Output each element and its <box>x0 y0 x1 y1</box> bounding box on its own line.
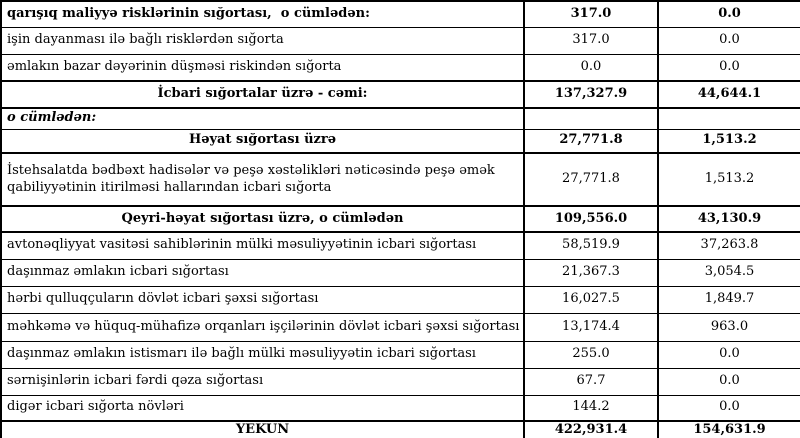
table-row-property-exploitation <box>1 341 800 368</box>
table-row-other-compulsory <box>1 395 800 421</box>
value-cell: 0.0 <box>658 27 800 54</box>
value-cell: 16,027.5 <box>524 286 658 313</box>
row-label: digər icbari sığorta növləri <box>1 395 524 421</box>
row-label: İcbari sığortalar üzrə - cəmi: <box>1 81 524 108</box>
row-label: sərnişinlərin icbari fərdi qəza sığortası <box>1 368 524 395</box>
row-label: Qeyri-həyat sığortası üzrə, o cümlədən <box>1 206 524 232</box>
table-row-life-insurance <box>1 129 800 153</box>
table-row-non-life-insurance <box>1 206 800 232</box>
row-label: o cümlədən: <box>1 108 524 129</box>
value-cell: 144.2 <box>524 395 658 421</box>
value-cell: 137,327.9 <box>524 81 658 108</box>
value-cell: 37,263.8 <box>658 232 800 259</box>
table-row-passenger-accident <box>1 368 800 395</box>
table-row-grand-total <box>1 421 800 438</box>
value-cell: 0.0 <box>658 54 800 81</box>
value-cell: 13,174.4 <box>524 313 658 341</box>
row-label: avtonəqliyyat vasitəsi sahiblərinin mülki məsuliyyətinin icbari sığortası <box>1 232 524 259</box>
row-label: məhkəmə və hüquq-mühafizə orqanları işçilərinin dövlət icbari şəxsi sığortası <box>1 313 524 341</box>
value-cell: 1,513.2 <box>658 153 800 206</box>
table-row-immovable-property <box>1 259 800 286</box>
value-cell: 58,519.9 <box>524 232 658 259</box>
row-label: daşınmaz əmlakın icbari sığortası <box>1 259 524 286</box>
table-row-including <box>1 108 800 129</box>
row-label: YEKUN <box>1 421 524 438</box>
table-row-property-market-value <box>1 54 800 81</box>
table-row-motor-tpl <box>1 232 800 259</box>
value-cell <box>524 108 658 129</box>
value-cell: 27,771.8 <box>524 129 658 153</box>
value-cell: 1,849.7 <box>658 286 800 313</box>
row-label: işin dayanması ilə bağlı risklərdən sığorta <box>1 27 524 54</box>
value-cell: 0.0 <box>658 1 800 27</box>
value-cell: 317.0 <box>524 1 658 27</box>
value-cell: 3,054.5 <box>658 259 800 286</box>
value-cell: 422,931.4 <box>524 421 658 438</box>
value-cell: 0.0 <box>658 395 800 421</box>
value-cell: 21,367.3 <box>524 259 658 286</box>
value-cell: 109,556.0 <box>524 206 658 232</box>
value-cell: 317.0 <box>524 27 658 54</box>
value-cell: 67.7 <box>524 368 658 395</box>
value-cell: 963.0 <box>658 313 800 341</box>
row-label: qarışıq maliyyə risklərinin sığortası, o cümlədən: <box>1 1 524 27</box>
table-row-business-interruption <box>1 27 800 54</box>
row-label: hərbi qulluqçuların dövlət icbari şəxsi sığortası <box>1 286 524 313</box>
row-label: İstehsalatda bədbəxt hadisələr və peşə xəstəlikləri nəticəsində peşə əmək qabiliyyətinin itirilməsi hallarından icbari sığorta <box>1 153 524 206</box>
table-row-occupational-accidents <box>1 153 800 206</box>
value-cell: 255.0 <box>524 341 658 368</box>
value-cell: 44,644.1 <box>658 81 800 108</box>
value-cell: 43,130.9 <box>658 206 800 232</box>
value-cell: 0.0 <box>658 368 800 395</box>
value-cell: 27,771.8 <box>524 153 658 206</box>
value-cell: 1,513.2 <box>658 129 800 153</box>
table-row-compulsory-total <box>1 81 800 108</box>
table-row-mixed-financial-risks <box>1 1 800 27</box>
value-cell: 0.0 <box>524 54 658 81</box>
value-cell: 0.0 <box>658 341 800 368</box>
row-label: daşınmaz əmlakın istismarı ilə bağlı mülki məsuliyyətin icbari sığortası <box>1 341 524 368</box>
value-cell: 154,631.9 <box>658 421 800 438</box>
table-row-military-personnel <box>1 286 800 313</box>
row-label: əmlakın bazar dəyərinin düşməsi riskindən sığorta <box>1 54 524 81</box>
row-label: Həyat sığortası üzrə <box>1 129 524 153</box>
table-row-court-law-enforcement <box>1 313 800 341</box>
value-cell <box>658 108 800 129</box>
